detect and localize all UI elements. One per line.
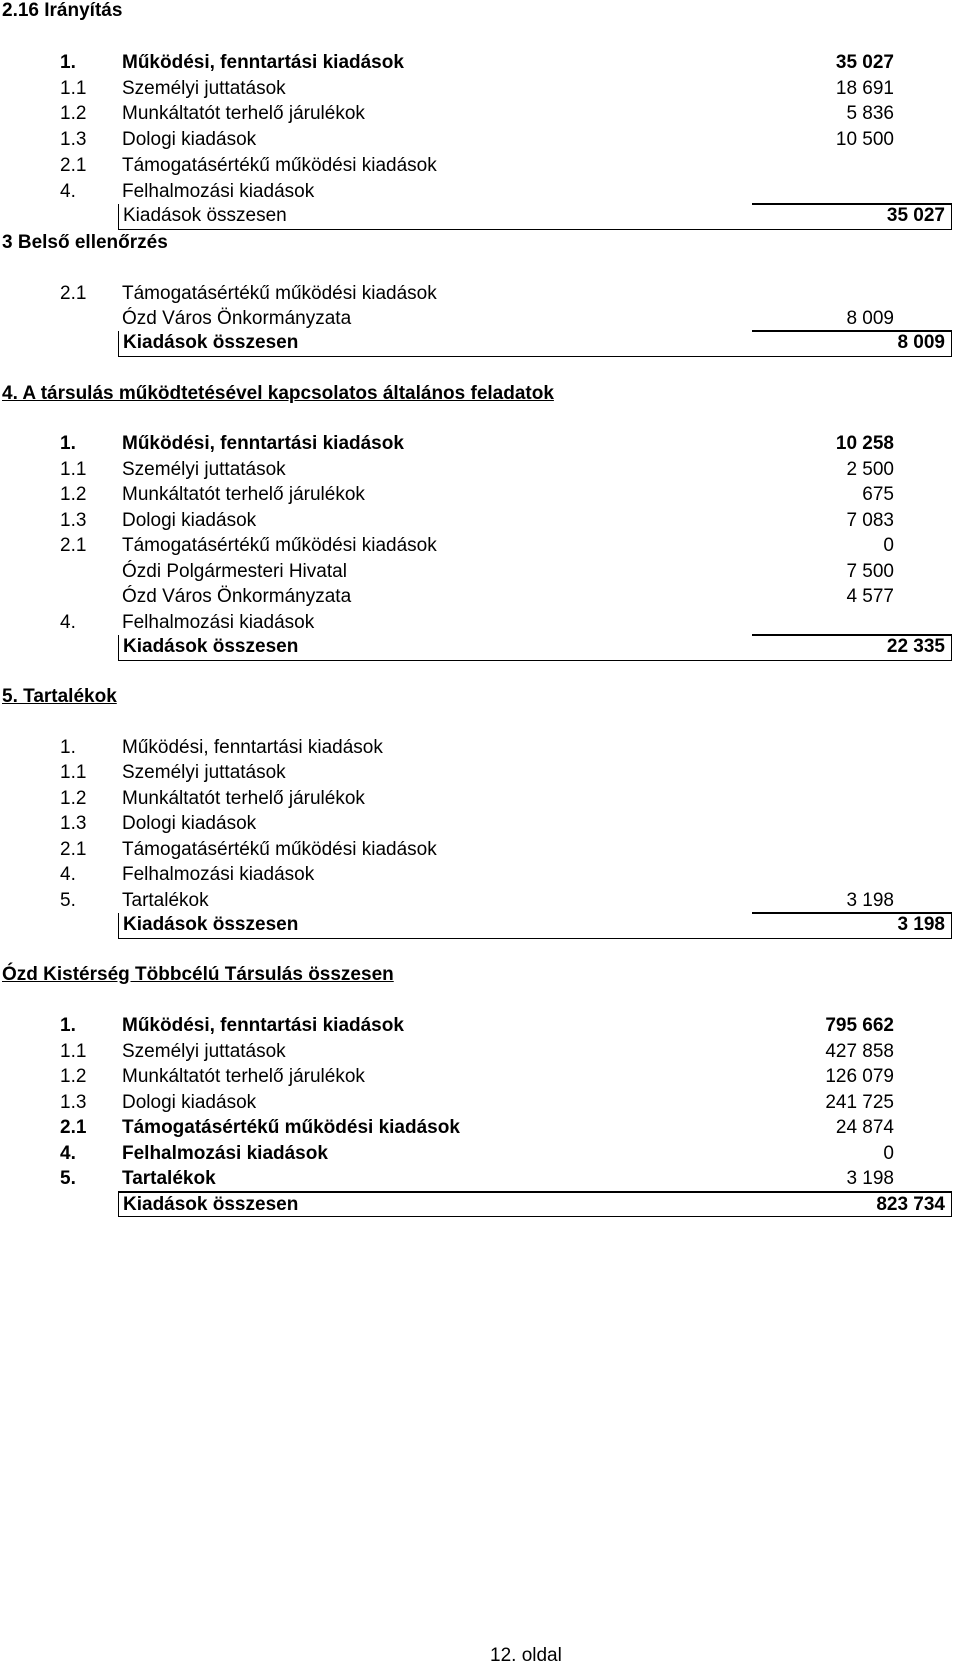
row-label: Ózd Város Önkormányzata	[122, 308, 352, 329]
row-number: 1.	[60, 433, 76, 454]
row-label: Munkáltatót terhelő járulékok	[122, 1066, 365, 1087]
row-number: 1.	[60, 737, 76, 758]
row-number: 2.1	[60, 155, 87, 176]
row-label: Működési, fenntartási kiadások	[122, 1015, 404, 1036]
row-label: Személyi juttatások	[122, 1041, 286, 1062]
row-value: 7 083	[846, 510, 894, 531]
row-number: 1.1	[60, 762, 87, 783]
row-label: Személyi juttatások	[122, 459, 286, 480]
total-value: 3 198	[897, 914, 945, 935]
row-value: 35 027	[835, 52, 894, 73]
row-number: 1.1	[60, 78, 87, 99]
row-label: Felhalmozási kiadások	[122, 864, 315, 885]
total-value: 22 335	[886, 636, 945, 657]
row-value: 24 874	[835, 1117, 894, 1138]
section-title-tartalekok: 5. Tartalékok	[2, 686, 117, 707]
total-label: Kiadások összesen	[123, 332, 299, 353]
row-label: Ózd Város Önkormányzata	[122, 586, 352, 607]
row-value: 10 258	[835, 433, 894, 454]
row-value: 241 725	[825, 1092, 894, 1113]
row-label: Munkáltatót terhelő járulékok	[122, 484, 365, 505]
row-value: 3 198	[846, 1168, 894, 1189]
row-label: Működési, fenntartási kiadások	[122, 433, 404, 454]
total-row	[118, 635, 952, 661]
total-value: 35 027	[886, 205, 945, 226]
row-label: Támogatásértékű működési kiadások	[122, 155, 437, 176]
row-number: 2.1	[60, 535, 87, 556]
row-number: 1.2	[60, 484, 87, 505]
row-value: 0	[883, 1143, 894, 1164]
total-label: Kiadások összesen	[123, 205, 287, 226]
row-value: 5 836	[846, 103, 894, 124]
row-label: Tartalékok	[122, 890, 209, 911]
row-value: 7 500	[846, 561, 894, 582]
row-label: Munkáltatót terhelő járulékok	[122, 788, 365, 809]
total-label: Kiadások összesen	[123, 1194, 299, 1215]
section-title-osszesen: Ózd Kistérség Többcélú Társulás összesen	[2, 964, 394, 985]
row-number: 2.1	[60, 839, 87, 860]
row-value: 427 858	[825, 1041, 894, 1062]
row-label: Támogatásértékű működési kiadások	[122, 535, 437, 556]
row-label: Dologi kiadások	[122, 129, 257, 150]
row-number: 1.2	[60, 1066, 87, 1087]
row-number: 4.	[60, 612, 76, 633]
row-number: 2.1	[60, 283, 87, 304]
row-label: Tartalékok	[122, 1168, 216, 1189]
row-number: 1.1	[60, 459, 87, 480]
total-label: Kiadások összesen	[123, 914, 299, 935]
row-label: Dologi kiadások	[122, 1092, 257, 1113]
row-value: 4 577	[846, 586, 894, 607]
row-label: Felhalmozási kiadások	[122, 181, 315, 202]
section-title-belso-ellenorzes: 3 Belső ellenőrzés	[2, 232, 168, 253]
row-value: 10 500	[835, 129, 894, 150]
row-label: Személyi juttatások	[122, 762, 286, 783]
row-value: 3 198	[846, 890, 894, 911]
row-label: Támogatásértékű működési kiadások	[122, 1117, 460, 1138]
row-value: 18 691	[835, 78, 894, 99]
row-label: Támogatásértékű működési kiadások	[122, 283, 437, 304]
row-number: 1.1	[60, 1041, 87, 1062]
total-row	[118, 913, 952, 939]
row-label: Támogatásértékű működési kiadások	[122, 839, 437, 860]
row-label: Személyi juttatások	[122, 78, 286, 99]
row-value: 0	[883, 535, 894, 556]
section-title-altalanos-feladatok: 4. A társulás működtetésével kapcsolatos általános feladatok	[2, 383, 554, 404]
row-label: Dologi kiadások	[122, 510, 257, 531]
row-label: Felhalmozási kiadások	[122, 612, 315, 633]
row-value: 126 079	[825, 1066, 894, 1087]
total-row	[118, 1191, 952, 1217]
row-number: 5.	[60, 1168, 76, 1189]
row-label: Ózdi Polgármesteri Hivatal	[122, 561, 347, 582]
total-row	[118, 331, 952, 357]
row-number: 2.1	[60, 1117, 87, 1138]
total-value: 823 734	[876, 1194, 945, 1215]
row-value: 795 662	[825, 1015, 894, 1036]
row-number: 1.	[60, 52, 76, 73]
row-number: 4.	[60, 181, 76, 202]
row-label: Felhalmozási kiadások	[122, 1143, 328, 1164]
row-number: 5.	[60, 890, 76, 911]
row-number: 1.2	[60, 788, 87, 809]
row-label: Működési, fenntartási kiadások	[122, 737, 383, 758]
row-number: 1.3	[60, 510, 87, 531]
total-value: 8 009	[897, 332, 945, 353]
page-number: 12. oldal	[490, 1645, 562, 1666]
row-number: 1.3	[60, 813, 87, 834]
row-label: Dologi kiadások	[122, 813, 257, 834]
row-number: 4.	[60, 864, 76, 885]
row-number: 1.2	[60, 103, 87, 124]
row-number: 1.3	[60, 129, 87, 150]
row-number: 4.	[60, 1143, 76, 1164]
row-label: Működési, fenntartási kiadások	[122, 52, 404, 73]
row-number: 1.	[60, 1015, 76, 1036]
row-value: 8 009	[846, 308, 894, 329]
row-label: Munkáltatót terhelő járulékok	[122, 103, 365, 124]
row-value: 2 500	[846, 459, 894, 480]
row-value: 675	[862, 484, 894, 505]
row-number: 1.3	[60, 1092, 87, 1113]
total-row	[118, 204, 952, 230]
section-title-iranyitas: 2.16 Irányítás	[2, 0, 123, 21]
total-label: Kiadások összesen	[123, 636, 299, 657]
